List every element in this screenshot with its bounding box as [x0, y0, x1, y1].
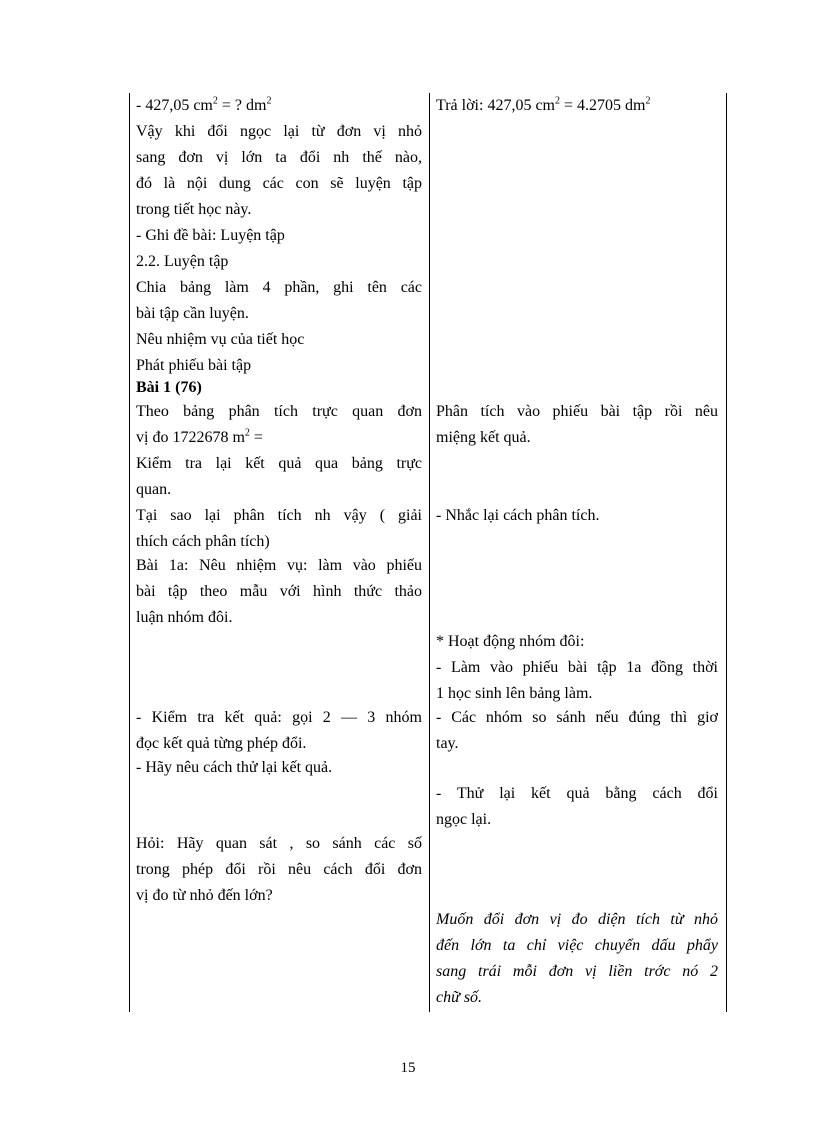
- text-line: Trả lời: 427,05 $cm^2 = 4.2705$ $dm^2$: [436, 95, 651, 114]
- text-line: đó là nội dung các con sẽ luyện tập: [136, 175, 422, 192]
- text-line: vị đo 1722678 $m^2$ =: [136, 427, 263, 446]
- text-line: Nêu nhiệm vụ của tiết học: [136, 331, 305, 348]
- text-line: - Làm vào phiếu bài tập 1a đồng thời: [436, 659, 718, 676]
- text-line: Phân tích vào phiếu bài tập rồi nêu: [436, 403, 718, 420]
- page-number: 15: [400, 1060, 416, 1076]
- column-divider: [429, 93, 430, 1012]
- conclusion-text: đến lớn ta chỉ việc chuyển dấu phẩy: [436, 937, 718, 954]
- text-line: ngọc lại.: [436, 811, 492, 828]
- text-line: - Thử lại kết quả bằng cách đổi: [436, 785, 718, 802]
- text-line: 1 học sinh lên bảng làm.: [436, 685, 593, 702]
- text-line: Vậy khi đổi ngọc lại từ đơn vị nhỏ: [136, 123, 422, 140]
- text-line: đọc kết quả từng phép đổi.: [136, 735, 307, 752]
- text-line: - 427,05 $cm^2$ = ? $dm^2$: [136, 95, 272, 114]
- text-line: Chia bảng làm 4 phần, ghi tên các: [136, 279, 422, 296]
- text-line: Kiểm tra lại kết quả qua bảng trực: [136, 455, 422, 472]
- text-line: - Kiểm tra kết quả: gọi 2 — 3 nhóm: [136, 709, 422, 726]
- text-line: Phát phiếu bài tập: [136, 357, 252, 374]
- text-line: - Hãy nêu cách thử lại kết quả.: [136, 759, 333, 776]
- text-line: luận nhóm đôi.: [136, 609, 233, 626]
- text-line: - Nhắc lại cách phân tích.: [436, 507, 600, 524]
- conclusion-text: Muốn đổi đơn vị đo diện tích từ nhỏ: [436, 911, 718, 928]
- text-line: quan.: [136, 481, 172, 498]
- conclusion-text: sang trái mỗi đơn vị liền trớc nó 2: [436, 963, 718, 980]
- text-line: trong tiết học này.: [136, 201, 252, 218]
- text-line: Theo bảng phân tích trực quan đơn: [136, 403, 422, 420]
- text-line: - Các nhóm so sánh nếu đúng thì giơ: [436, 709, 718, 726]
- text-line: * Hoạt động nhóm đôi:: [436, 633, 585, 650]
- text-line: Hỏi: Hãy quan sát , so sánh các số: [136, 835, 422, 852]
- text-line: vị đo từ nhỏ đến lớn?: [136, 887, 273, 904]
- text-line: - Ghi đề bài: Luyện tập: [136, 227, 285, 244]
- text-line: bài tập cần luyện.: [136, 305, 249, 322]
- text-line: thích cách phân tích): [136, 533, 270, 550]
- text-line: Bài 1a: Nêu nhiệm vụ: làm vào phiếu: [136, 557, 422, 574]
- text-line: tay.: [436, 735, 459, 752]
- text-line: miệng kết quả.: [436, 429, 531, 446]
- lesson-table: [129, 93, 727, 1012]
- conclusion-text: chữ số.: [436, 989, 483, 1006]
- text-line: bài tập theo mẫu với hình thức thảo: [136, 583, 422, 600]
- text-line: trong phép đổi rồi nêu cách đổi đơn: [136, 861, 422, 878]
- text-line: Tại sao lại phân tích nh vậy ( giải: [136, 507, 422, 524]
- text-line: sang đơn vị lớn ta đổi nh thế nào,: [136, 149, 422, 166]
- text-line: 2.2. Luyện tập: [136, 253, 229, 270]
- section-heading: Bài 1 (76): [136, 379, 202, 396]
